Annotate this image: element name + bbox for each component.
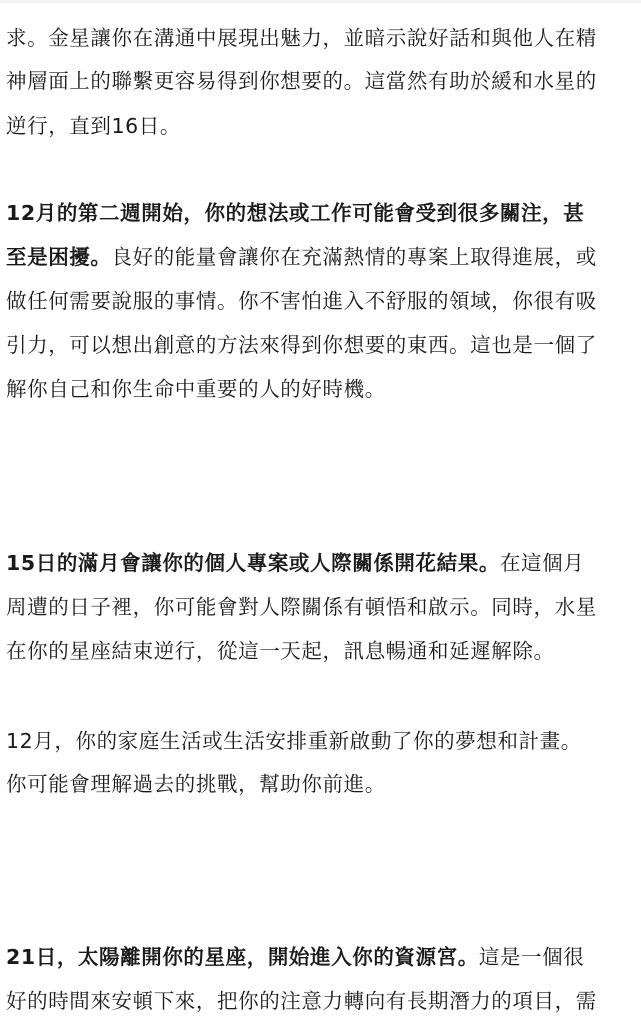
body-text: 引力，可以想出創意的方法來得到你想要的東西。這也是一個了 [6,333,597,357]
bold-text: 21日，太陽離開你的星座，開始進入你的資源宮。 [6,945,479,969]
body-text: 神層面上的聯繫更容易得到你想要的。這當然有助於緩和水星的 [6,69,597,93]
body-text: 良好的能量會讓你在充滿熱情的專案上取得進展，或 [111,245,597,269]
body-text: 你可能會理解過去的挑戰，幫助你前進。 [6,772,386,796]
paragraph-2-line-4 [6,333,636,357]
paragraph-5-line-2 [6,989,636,1013]
paragraph-4-line-1 [6,729,636,753]
body-text: 好的時間來安頓下來，把你的注意力轉向有長期潛力的項目，需 [6,989,597,1013]
paragraph-1-line-2 [6,69,636,93]
body-text: 求。金星讓你在溝通中展現出魅力，並暗示說好話和與他人在精 [6,26,597,50]
paragraph-1-line-3 [6,114,636,138]
body-text: 周遭的日子裡，你可能會對人際關係有頓悟和啟示。同時，水星 [6,595,597,619]
paragraph-3-line-1 [6,551,636,575]
paragraph-2-line-1 [6,201,636,225]
bold-text: 15日的滿月會讓你的個人專案或人際關係開花結果。 [6,551,500,575]
body-text: 在你的星座結束逆行，從這一天起，訊息暢通和延遲解除。 [6,639,555,663]
paragraph-2-line-2 [6,245,636,269]
body-text: 逆行，直到16日。 [6,114,181,138]
paragraph-4-line-2 [6,772,636,796]
body-text: 解你自己和你生命中重要的人的好時機。 [6,377,386,401]
paragraph-1-line-1 [6,26,636,50]
bold-text: 12月的第二週開始，你的想法或工作可能會受到很多關注，甚 [6,201,585,225]
paragraph-3-line-2 [6,595,636,619]
body-text: 12月，你的家庭生活或生活安排重新啟動了你的夢想和計畫。 [6,729,582,753]
bold-text: 至是困擾。 [6,245,112,269]
paragraph-2-line-5 [6,377,636,401]
paragraph-5-line-1 [6,945,636,969]
paragraph-3-line-3 [6,639,636,663]
body-text: 在這個月 [499,551,585,575]
paragraph-2-line-3 [6,289,636,313]
body-text: 做任何需要說服的事情。你不害怕進入不舒服的領域，你很有吸 [6,289,597,313]
body-text: 這是一個很 [478,945,585,969]
top-divider [0,0,641,3]
